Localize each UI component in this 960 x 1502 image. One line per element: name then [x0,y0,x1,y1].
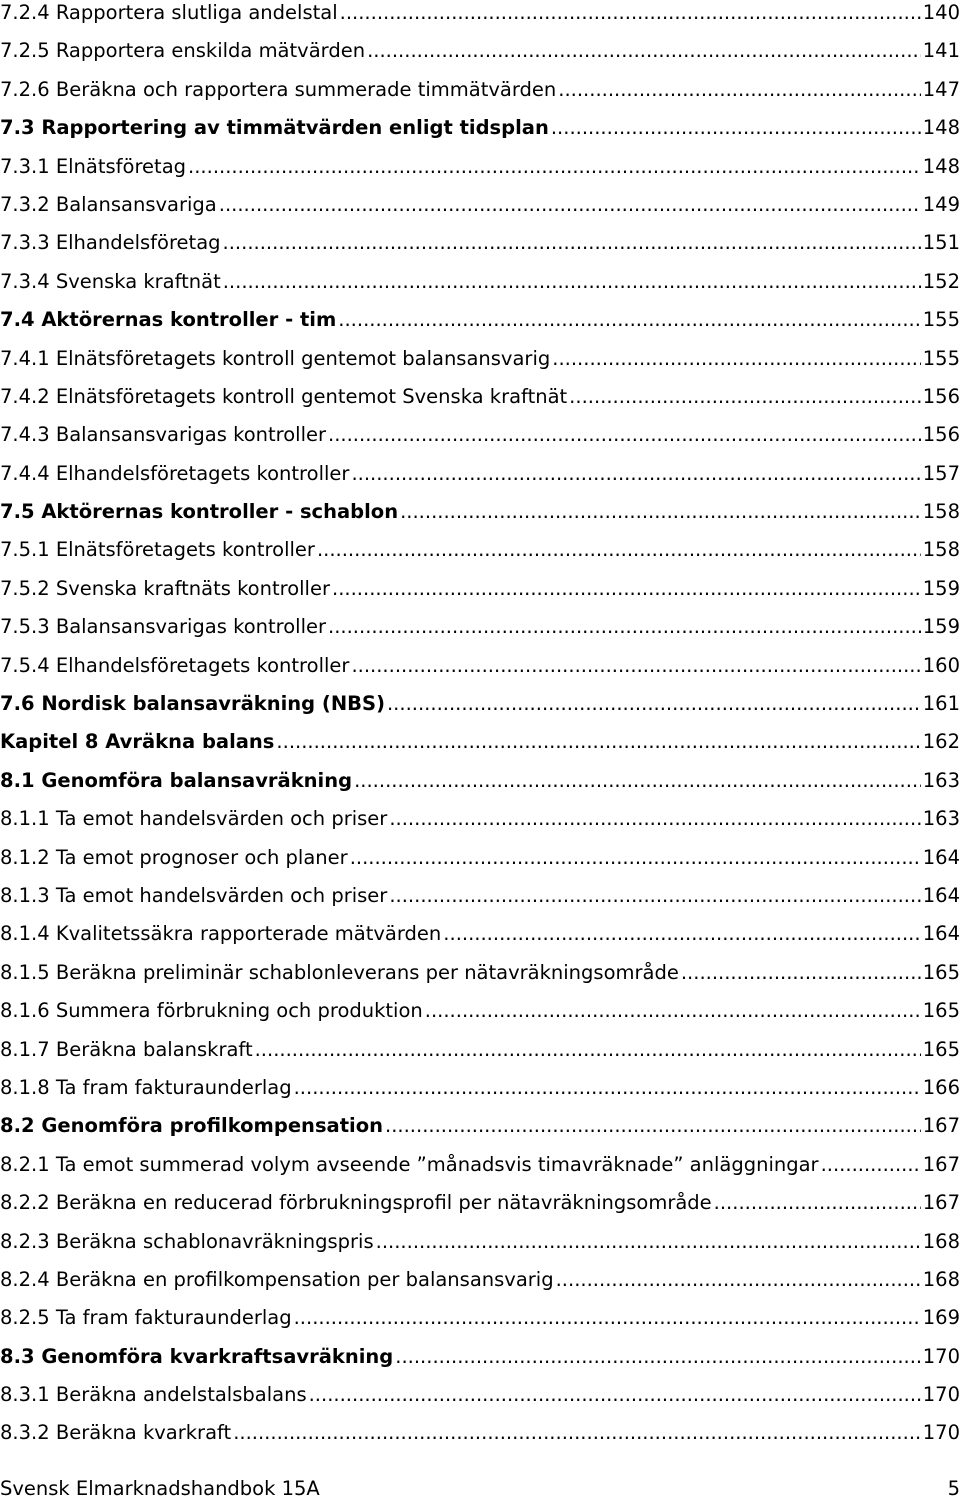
toc-entry-page-number: 169 [922,1306,960,1330]
toc-entry-page-number: 155 [922,308,960,332]
dot-leader [317,537,921,563]
dot-leader [400,499,921,525]
toc-entry[interactable] [0,1190,960,1228]
toc-entry[interactable] [0,1152,960,1190]
toc-entry[interactable] [0,384,960,422]
toc-entry-title: 7.5.2 Svenska kraftnäts kontroller [0,576,330,600]
toc-entry[interactable] [0,883,960,921]
toc-entry[interactable] [0,192,960,230]
toc-entry-page-number: 156 [922,384,960,408]
toc-entry-page-number: 163 [922,768,960,792]
dot-leader [354,768,921,794]
toc-entry[interactable] [0,537,960,575]
toc-entry-page-number: 159 [922,576,960,600]
toc-entry-title: 7.5.4 Elhandelsföretagets kontroller [0,653,350,677]
toc-entry-page-number: 165 [922,999,960,1023]
dot-leader [309,1382,921,1408]
toc-entry-title: 7.3.1 Elnätsföretag [0,154,187,178]
toc-entry-title: 8.1.4 Kvalitetssäkra rapporterade mätvärden [0,922,442,946]
toc-entry-title: 8.2 Genomföra profilkompensation [0,1114,383,1138]
toc-entry-title: 8.2.1 Ta emot summerad volym avseende ”månadsvis timavräknade” anläggningar [0,1152,819,1176]
toc-entry-title: 7.2.5 Rapportera enskilda mätvärden [0,39,366,63]
toc-entry-page-number: 158 [922,500,960,524]
toc-entry-page-number: 165 [922,1037,960,1061]
toc-entry-title: 7.5 Aktörernas kontroller - schablon [0,500,399,524]
toc-entry-page-number: 148 [922,154,960,178]
toc-entry-title: 8.3 Genomföra kvarkraftsavräkning [0,1344,394,1368]
toc-entry-page-number: 167 [922,1152,960,1176]
toc-entry-title: 7.4.4 Elhandelsföretagets kontroller [0,461,350,485]
dot-leader [376,1229,921,1255]
toc-entry-page-number: 151 [922,231,960,255]
dot-leader [367,38,921,64]
toc-entry-page-number: 147 [922,77,960,101]
dot-leader [332,576,921,602]
toc-entry-page-number: 149 [922,192,960,216]
toc-entry-page-number: 168 [922,1267,960,1291]
dot-leader [188,154,921,180]
toc-entry-title: 7.4.2 Elnätsföretagets kontroll gentemot Svenska kraftnät [0,384,568,408]
dot-leader [294,1075,921,1101]
toc-entry[interactable] [0,307,960,345]
toc-entry-title: 7.3.4 Svenska kraftnät [0,269,221,293]
dot-leader [294,1305,921,1331]
dot-leader [233,1420,921,1446]
toc-entry[interactable] [0,1267,960,1305]
toc-entry-title: 8.1 Genomföra balansavräkning [0,768,353,792]
dot-leader [351,461,920,487]
toc-entry[interactable] [0,115,960,153]
toc-entry[interactable] [0,499,960,537]
toc-entry[interactable] [0,1382,960,1420]
dot-leader [569,384,921,410]
toc-entry-page-number: 170 [922,1421,960,1445]
toc-entry-page-number: 165 [922,960,960,984]
toc-entry-title: 7.4.3 Balansansvarigas kontroller [0,423,327,447]
footer-title: Svensk Elmarknadshandbok 15A [0,1477,320,1500]
toc-entry-title: 8.1.7 Beräkna balanskraft [0,1037,253,1061]
dot-leader [443,921,920,947]
toc-entry-page-number: 157 [922,461,960,485]
toc-entry[interactable] [0,729,960,767]
toc-entry[interactable] [0,1075,960,1113]
toc-entry-page-number: 170 [922,1383,960,1407]
dot-leader [556,1267,921,1293]
dot-leader [821,1152,921,1178]
toc-entry-page-number: 164 [922,922,960,946]
toc-entry[interactable] [0,960,960,998]
footer-page-number: 5 [947,1477,960,1500]
toc-entry-page-number: 164 [922,845,960,869]
toc-entry-page-number: 159 [922,615,960,639]
toc-entry-title: 8.2.5 Ta fram fakturaunderlag [0,1306,292,1330]
dot-leader [223,269,921,295]
toc-entry-title: 7.3 Rapportering av timmätvärden enligt tidsplan [0,116,549,140]
dot-leader [558,77,921,103]
toc-entry[interactable] [0,614,960,652]
toc-entry[interactable] [0,1305,960,1343]
toc-entry[interactable] [0,1420,960,1458]
toc-entry-page-number: 155 [922,346,960,370]
toc-entry-page-number: 166 [922,1075,960,1099]
dot-leader [219,192,921,218]
toc-entry-page-number: 141 [922,39,960,63]
dot-leader [350,845,921,871]
toc-entry[interactable] [0,653,960,691]
toc-entry[interactable] [0,230,960,268]
dot-leader [425,998,921,1024]
toc-entry[interactable] [0,422,960,460]
toc-entry-page-number: 158 [922,538,960,562]
dot-leader [385,1113,921,1139]
toc-entry-title: 7.4 Aktörernas kontroller - tim [0,308,337,332]
toc-entry[interactable] [0,461,960,499]
toc-entry-title: 8.2.2 Beräkna en reducerad förbrukningsprofil per nätavräkningsområde [0,1191,712,1215]
page-footer [0,1476,960,1502]
toc-entry-page-number: 164 [922,883,960,907]
toc-entry-title: 8.3.1 Beräkna andelstalsbalans [0,1383,307,1407]
dot-leader [351,653,920,679]
toc-entry-title: 8.3.2 Beräkna kvarkraft [0,1421,232,1445]
toc-entry-title: 8.1.5 Beräkna preliminär schablonleverans per nätavräkningsområde [0,960,679,984]
toc-entry[interactable] [0,806,960,844]
toc-entry[interactable] [0,768,960,806]
dot-leader [328,422,921,448]
dot-leader [387,691,921,717]
dot-leader [328,614,921,640]
toc-entry[interactable] [0,1229,960,1267]
toc-entry-page-number: 156 [922,423,960,447]
dot-leader [255,1037,921,1063]
toc-entry-title: 8.1.8 Ta fram fakturaunderlag [0,1075,292,1099]
toc-entry-title: 7.5.1 Elnätsföretagets kontroller [0,538,315,562]
toc-entry-page-number: 168 [922,1229,960,1253]
dot-leader [389,806,920,832]
dot-leader [714,1190,921,1216]
dot-leader [389,883,920,909]
toc-entry-page-number: 170 [922,1344,960,1368]
toc-entry-title: 8.2.3 Beräkna schablonavräkningspris [0,1229,374,1253]
toc-entry[interactable] [0,921,960,959]
dot-leader [395,1344,921,1370]
toc-entry[interactable] [0,0,960,38]
toc-entry-page-number: 167 [922,1114,960,1138]
toc-entry-title: 8.1.3 Ta emot handelsvärden och priser [0,883,388,907]
toc-entry[interactable] [0,1113,960,1151]
toc-entry-title: 7.2.6 Beräkna och rapportera summerade timmätvärden [0,77,557,101]
toc-entry[interactable] [0,154,960,192]
dot-leader [338,307,920,333]
toc-entry-page-number: 160 [922,653,960,677]
toc-entry[interactable] [0,845,960,883]
toc-entry-title: 8.1.1 Ta emot handelsvärden och priser [0,807,388,831]
toc-entry-page-number: 167 [922,1191,960,1215]
toc-entry-title: 7.2.4 Rapportera slutliga andelstal [0,1,338,24]
toc-entry-title: 7.6 Nordisk balansavräkning (NBS) [0,692,385,716]
dot-leader [551,115,921,141]
toc-entry[interactable] [0,1344,960,1382]
toc-entry-title: 7.3.3 Elhandelsföretag [0,231,221,255]
toc-entry[interactable] [0,576,960,614]
toc-entry-page-number: 162 [922,730,960,754]
toc-entry[interactable] [0,38,960,76]
toc-entry[interactable] [0,691,960,729]
toc-entry[interactable] [0,269,960,307]
dot-leader [223,230,921,256]
dot-leader [681,960,921,986]
toc-entry[interactable] [0,998,960,1036]
toc-entry-title: 7.3.2 Balansansvariga [0,192,217,216]
toc-entry-page-number: 152 [922,269,960,293]
toc-entry[interactable] [0,346,960,384]
toc-entry-page-number: 148 [922,116,960,140]
toc-entry-page-number: 163 [922,807,960,831]
toc-entry-page-number: 161 [922,692,960,716]
toc-entry-title: 8.1.6 Summera förbrukning och produktion [0,999,423,1023]
toc-entry-title: 8.1.2 Ta emot prognoser och planer [0,845,348,869]
toc-entry[interactable] [0,1037,960,1075]
toc-entry-title: 8.2.4 Beräkna en profilkompensation per balansansvarig [0,1267,554,1291]
dot-leader [552,346,921,372]
toc-entry-title: Kapitel 8 Avräkna balans [0,730,275,754]
dot-leader [276,729,920,755]
dot-leader [340,0,921,26]
toc-entry[interactable] [0,77,960,115]
toc-entry-title: 7.4.1 Elnätsföretagets kontroll gentemot balansansvarig [0,346,551,370]
toc-entry-title: 7.5.3 Balansansvarigas kontroller [0,615,327,639]
toc-entry-page-number: 140 [922,1,960,24]
